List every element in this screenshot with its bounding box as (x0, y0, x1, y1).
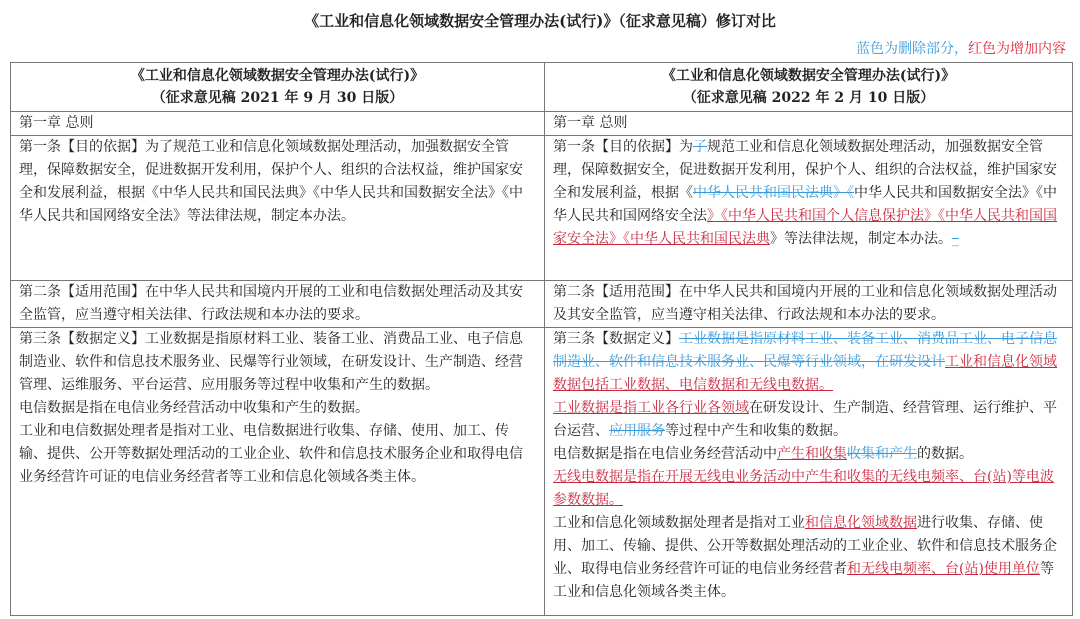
header-old-title: 《工业和信息化领域数据安全管理办法(试行)》 (130, 68, 425, 84)
text: 第三条【数据定义】工业数据是指原材料工业、装备工业、消费品工业、电子信息制造业、软件和信息技术服务业、民爆等行业领域，在研发设计、生产制造、经营管理、运维服务、平台运营、应用服务等过程中收集和产生的数据。 (19, 331, 523, 393)
text: 第一条【目的依据】为 (553, 139, 693, 155)
text: 工业和电信数据处理者是指对工业、电信数据进行收集、存储、使用、加工、传输、提供、公开等数据处理活动的工业企业、软件和信息技术服务企业和取得电信业务经营许可证的电信业务经营者等工业和信息化领域各类主体。 (19, 423, 523, 485)
new-version-cell (545, 281, 1073, 328)
deleted-text: 应用服务 (609, 423, 665, 439)
added-text: 工业和信息化领域数据包括工业数据、电信数据和无线电数据。 (553, 354, 1057, 393)
text: 在研发设计、生产制造、经营管理、运行维护、平台运营、 (553, 400, 1057, 439)
old-version-cell (11, 112, 545, 136)
paragraph (19, 136, 536, 228)
old-version-cell (11, 328, 545, 616)
new-version-cell (545, 328, 1073, 616)
text: 第一条【目的依据】为了规范工业和信息化领域数据处理活动，加强数据安全管理，保障数据安全，促进数据开发利用，保护个人、组织的合法权益，维护国家安全和发展利益，根据《中华人民共和国民法典》《中华人民共和国数据安全法》《中华人民共和国网络安全法》等法律法规，制定本办法。 (19, 139, 523, 224)
old-version-cell (11, 281, 545, 328)
paragraph (553, 136, 1064, 251)
new-version-cell (545, 136, 1073, 281)
article-row (11, 136, 1073, 281)
paragraph (553, 112, 1064, 135)
text: 等工业和信息化领域各类主体。 (553, 561, 1054, 600)
paragraph (553, 281, 1064, 327)
text: 第二条【适用范围】在中华人民共和国境内开展的工业和信息化领域数据处理活动及其安全监管，应当遵守相关法律、行政法规和本办法的要求。 (553, 284, 1057, 323)
color-legend (856, 38, 1066, 58)
legend-deleted: 蓝色为删除部分， (856, 41, 968, 57)
text: 第一章 总则 (553, 115, 628, 131)
paragraph (19, 420, 536, 489)
text: 工业和信息化领域数据处理者是指对工业 (553, 515, 805, 531)
paragraph (19, 281, 536, 327)
paragraph (553, 466, 1064, 512)
header-old-version (11, 63, 545, 112)
deleted-text: 收集和产生 (847, 446, 917, 462)
text: 电信数据是指在电信业务经营活动中 (553, 446, 777, 462)
header-old-date: （征求意见稿 2021 年 9 月 30 日版） (151, 90, 404, 106)
article-row (11, 281, 1073, 328)
added-text: 和信息化领域数据 (805, 515, 917, 531)
added-text: 》《中华人民共和国个人信息保护法》《中华人民共和国国家安全法》《中华人民共和国民法典 (553, 208, 1057, 247)
article-row (11, 112, 1073, 136)
paragraph (553, 512, 1064, 604)
text: 的数据。 (917, 446, 973, 462)
deleted-text: 工业数据是指原材料工业、装备工业、消费品工业、电子信息制造业、软件和信息技术服务业、民爆等行业领域，在研发设计 (553, 331, 1057, 370)
deleted-text: 了 (693, 139, 707, 155)
text: 等过程中产生和收集的数据。 (665, 423, 847, 439)
text: 第一章 总则 (19, 115, 94, 131)
paragraph (19, 112, 536, 135)
added-text: 和无线电频率、台(站)使用单位 (847, 561, 1040, 577)
text: 第三条【数据定义】 (553, 331, 679, 347)
paragraph (553, 397, 1064, 443)
text: 电信数据是指在电信业务经营活动中收集和产生的数据。 (19, 400, 369, 416)
paragraph (19, 397, 536, 420)
deleted-text: 中华人民共和国民法典》《 (693, 185, 854, 201)
header-new-version (545, 63, 1073, 112)
header-row (11, 63, 1073, 112)
paragraph (553, 328, 1064, 397)
comparison-table (10, 62, 1073, 616)
header-new-title: 《工业和信息化领域数据安全管理办法(试行)》 (661, 68, 956, 84)
added-text: 工业数据是指工业各行业各领域 (553, 400, 749, 416)
deleted-text: _ (952, 231, 959, 247)
paragraph (553, 443, 1064, 466)
text: 进行收集、存储、使用、加工、传输、提供、公开等数据处理活动的工业企业、软件和信息技术服务企业、取得电信业务经营许可证的电信业务经营者 (553, 515, 1057, 577)
new-version-cell (545, 112, 1073, 136)
article-row (11, 328, 1073, 616)
added-text: 无线电数据是指在开展无线电业务活动中产生和收集的无线电频率、台(站)等电波参数数据。 (553, 469, 1054, 508)
legend-added: 红色为增加内容 (968, 41, 1066, 57)
text: 中华人民共和国数据安全法》《中华人民共和国网络安全法 (553, 185, 1057, 224)
text: 第二条【适用范围】在中华人民共和国境内开展的工业和电信数据处理活动及其安全监管，应当遵守相关法律、行政法规和本办法的要求。 (19, 284, 523, 323)
added-text: 产生和收集 (777, 446, 847, 462)
paragraph (19, 328, 536, 397)
old-version-cell (11, 136, 545, 281)
header-new-date: （征求意见稿 2022 年 2 月 10 日版） (682, 90, 935, 106)
document-title: 《工业和信息化领域数据安全管理办法(试行)》（征求意见稿）修订对比 (304, 12, 776, 30)
text: 》等法律法规，制定本办法。 (770, 231, 952, 247)
text: 规范工业和信息化领域数据处理活动，加强数据安全管理，保障数据安全，促进数据开发利用，保护个人、组织的合法权益，维护国家安全和发展利益，根据《 (553, 139, 1057, 201)
